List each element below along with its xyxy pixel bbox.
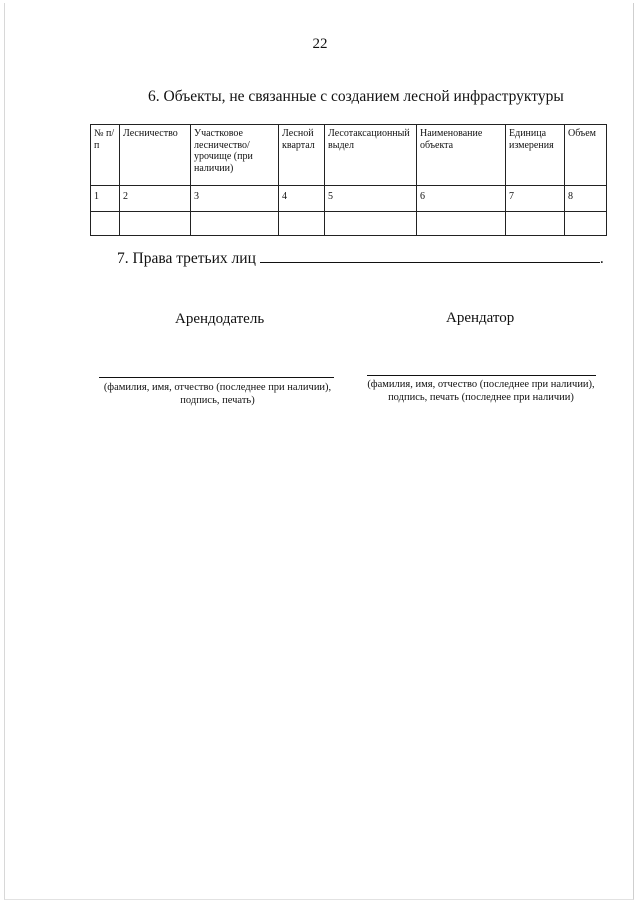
table-cell <box>91 212 120 236</box>
page-number: 22 <box>312 36 328 52</box>
table-cell <box>417 212 506 236</box>
table-cell <box>325 212 417 236</box>
objects-table <box>90 124 607 236</box>
section-7-period: . <box>599 250 604 267</box>
table-cell: 3 <box>191 186 279 212</box>
section-7-third-party-rights <box>117 250 604 268</box>
table-cell: 4 <box>279 186 325 212</box>
table-cell: 8 <box>565 186 607 212</box>
third-party-rights-blank-line <box>260 251 600 263</box>
table-cell <box>120 212 191 236</box>
table-cell: 5 <box>325 186 417 212</box>
lessor-signature-caption: (фамилия, имя, отчество (последнее при наличии), подпись, печать) <box>103 382 332 407</box>
table-row <box>91 212 607 236</box>
lessor-label: Арендодатель <box>175 311 265 327</box>
section-6-title: 6. Объекты, не связанные с созданием лесной инфраструктуры <box>148 88 564 105</box>
table-cell <box>191 212 279 236</box>
lessor-signature-line <box>99 377 334 378</box>
lessee-signature-line <box>367 375 596 376</box>
header-cell-unit: Единица измерения <box>506 125 565 186</box>
table-cell: 7 <box>506 186 565 212</box>
table-cell: 6 <box>417 186 506 212</box>
header-cell-forestry: Лесничество <box>120 125 191 186</box>
table-cell <box>506 212 565 236</box>
header-cell-number: № п/п <box>91 125 120 186</box>
lessee-signature-caption: (фамилия, имя, отчество (последнее при наличии), подпись, печать (последнее при наличии) <box>367 379 595 404</box>
table-cell <box>279 212 325 236</box>
table-row <box>91 186 607 212</box>
table-cell: 2 <box>120 186 191 212</box>
header-cell-object-name: Наименование объекта <box>417 125 506 186</box>
table-header-row <box>91 125 607 186</box>
header-cell-volume: Объем <box>565 125 607 186</box>
table-cell: 1 <box>91 186 120 212</box>
section-7-label: 7. Права третьих лиц <box>117 250 256 267</box>
lessee-label: Арендатор <box>446 310 515 326</box>
header-cell-taxation-unit: Лесотаксационный выдел <box>325 125 417 186</box>
table-cell <box>565 212 607 236</box>
header-cell-district-forestry: Участковое лесничество/ урочище (при наличии) <box>191 125 279 186</box>
header-cell-forest-quarter: Лесной квартал <box>279 125 325 186</box>
